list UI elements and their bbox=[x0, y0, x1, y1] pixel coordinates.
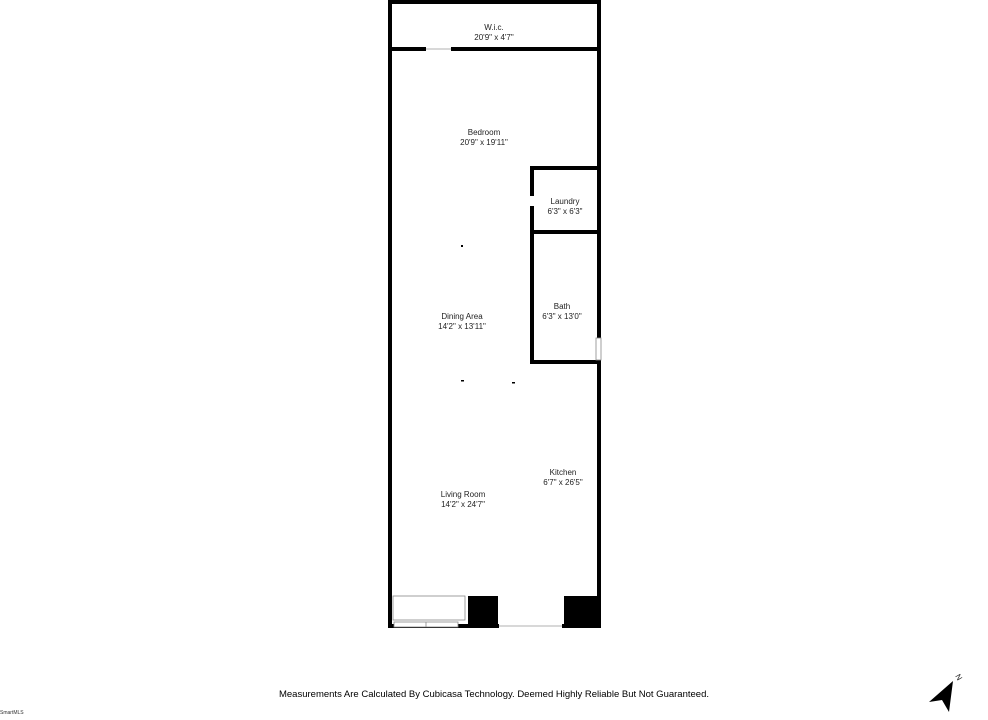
wic-wall bbox=[390, 47, 599, 51]
room-label-laundry: Laundry bbox=[550, 197, 580, 206]
laundry-bath-wall bbox=[530, 230, 599, 234]
disclaimer: Measurements Are Calculated By Cubicasa Technology. Deemed Highly Reliable But Not Guaranteed. bbox=[278, 689, 710, 700]
room-dims-living: 14'2" x 24'7" bbox=[441, 500, 485, 509]
laundry-left-wall bbox=[530, 166, 534, 196]
room-dims-wic: 20'9" x 4'7" bbox=[474, 33, 514, 42]
mark bbox=[512, 382, 515, 384]
room-dims-laundry: 6'3" x 6'3" bbox=[547, 207, 583, 216]
mark bbox=[461, 245, 463, 247]
room-label-living: Living Room bbox=[440, 490, 486, 499]
watermark: SmartMLS bbox=[0, 710, 24, 716]
room-label-dining: Dining Area bbox=[441, 312, 483, 321]
bottom-left-pillar bbox=[468, 596, 498, 626]
bath-left-wall bbox=[530, 234, 534, 360]
mark bbox=[461, 380, 464, 382]
room-label-bath: Bath bbox=[553, 302, 571, 311]
room-label-bedroom: Bedroom bbox=[467, 128, 501, 137]
bath-bottom-wall bbox=[530, 360, 599, 364]
laundry-top-wall bbox=[530, 166, 599, 170]
room-dims-bedroom: 20'9" x 19'11" bbox=[460, 138, 508, 147]
room-dims-kitchen: 6'7" x 26'5" bbox=[543, 478, 583, 487]
window-sill bbox=[393, 596, 465, 620]
bath-window bbox=[596, 338, 601, 360]
room-dims-dining: 14'2" x 13'11" bbox=[438, 322, 486, 331]
north-label: N bbox=[953, 672, 964, 683]
bottom-right-pillar bbox=[564, 596, 599, 626]
room-label-kitchen: Kitchen bbox=[549, 468, 577, 477]
room-label-wic: W.i.c. bbox=[484, 23, 504, 32]
room-dims-bath: 6'3" x 13'0" bbox=[542, 312, 582, 321]
